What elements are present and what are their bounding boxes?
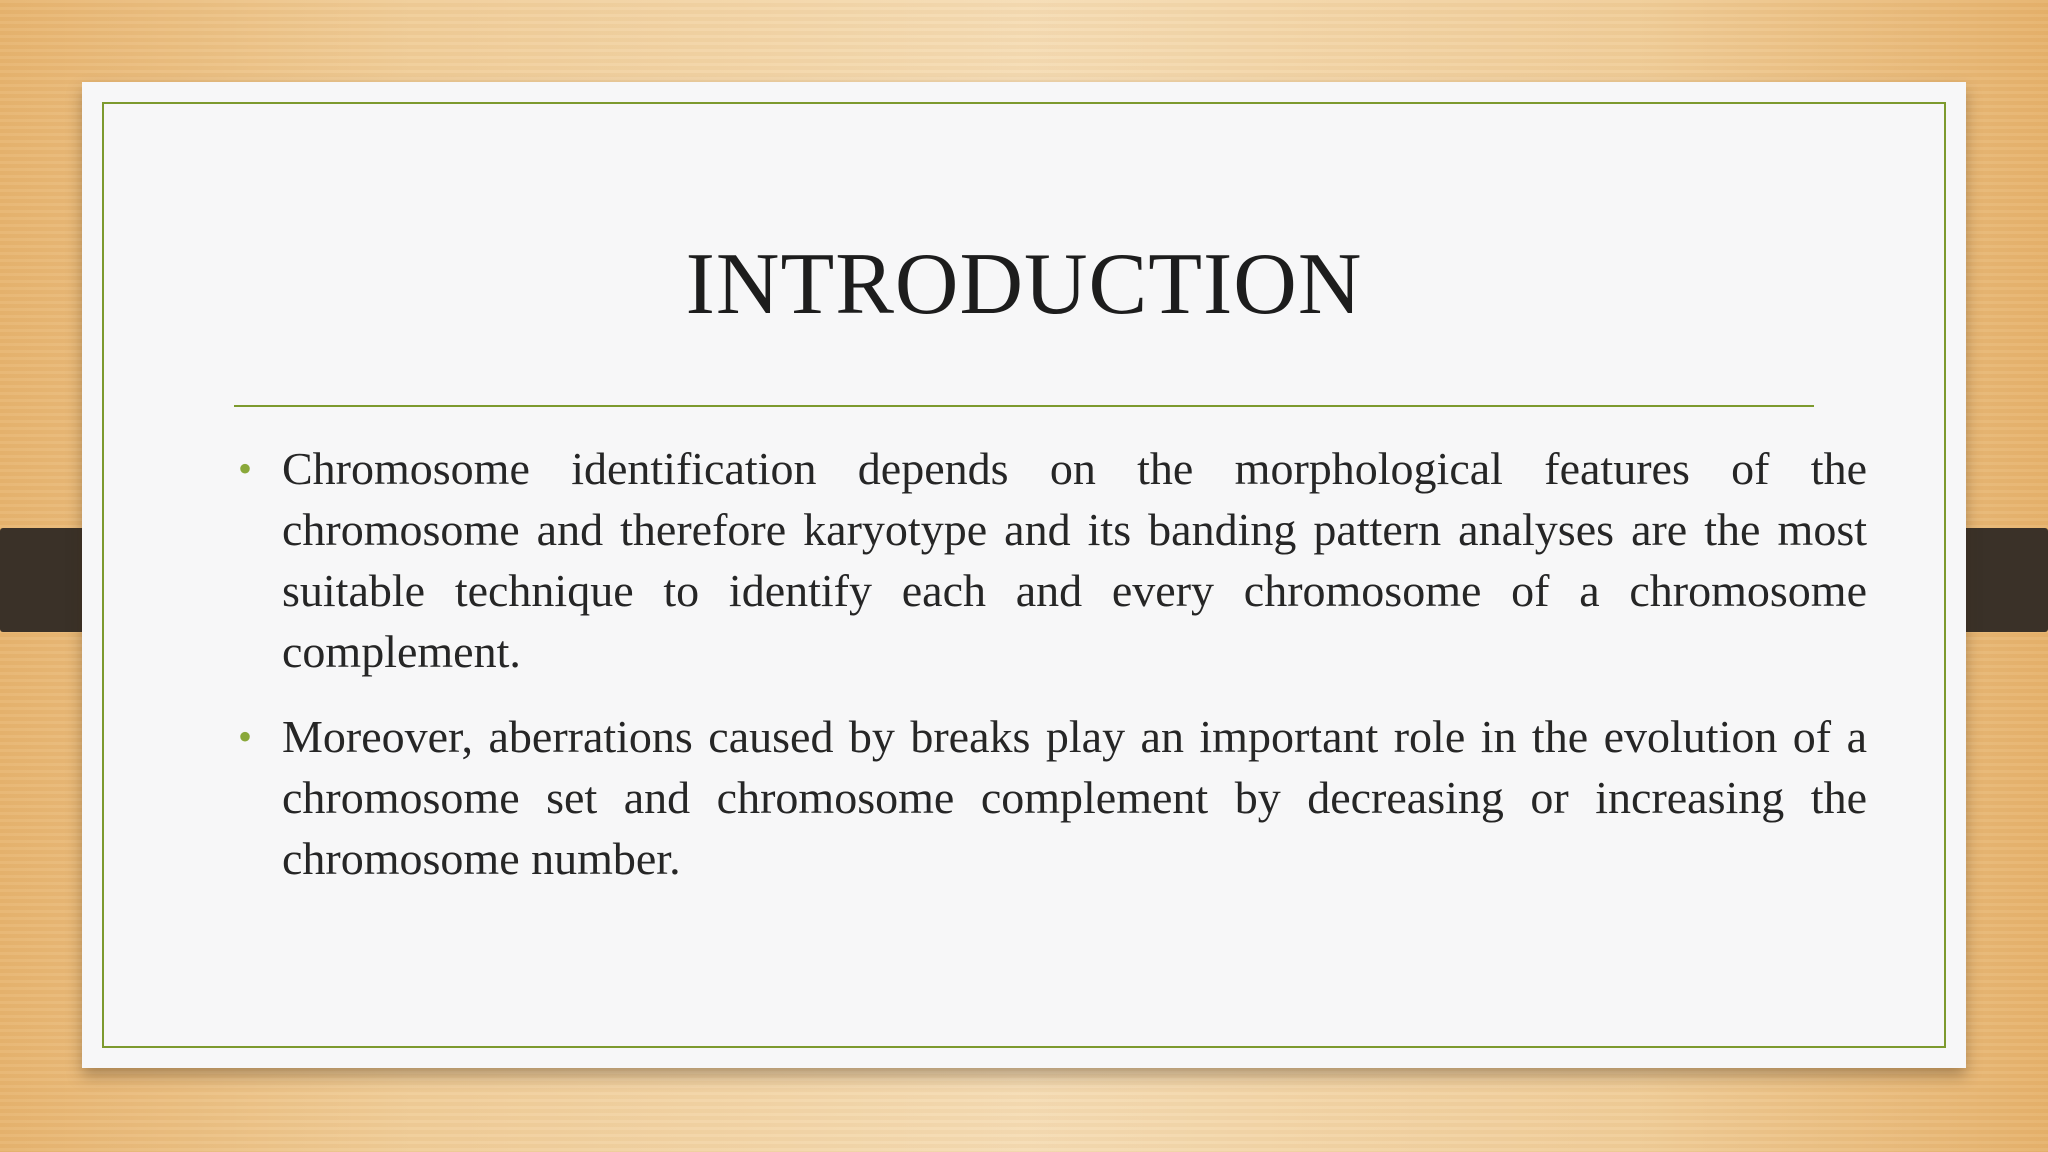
bullet-icon: • [238,446,253,491]
bullet-text: Moreover, aberrations caused by breaks play an important role in the evolution of a chromosome set and chromosome complement by decreasing or increasing the chromosome number. [282,711,1867,884]
bullet-list [238,438,1867,913]
title-divider [234,405,1814,407]
list-item [238,706,1867,889]
list-item [238,438,1867,682]
bullet-text: Chromosome identification depends on the morphological features of the chromosome and therefore karyotype and its banding pattern analyses are the most suitable technique to identify each and every chromosome of a chromosome complement. [282,443,1867,677]
slide-card [82,82,1966,1068]
slide-title: INTRODUCTION [685,236,1363,333]
bullet-icon: • [238,714,253,759]
